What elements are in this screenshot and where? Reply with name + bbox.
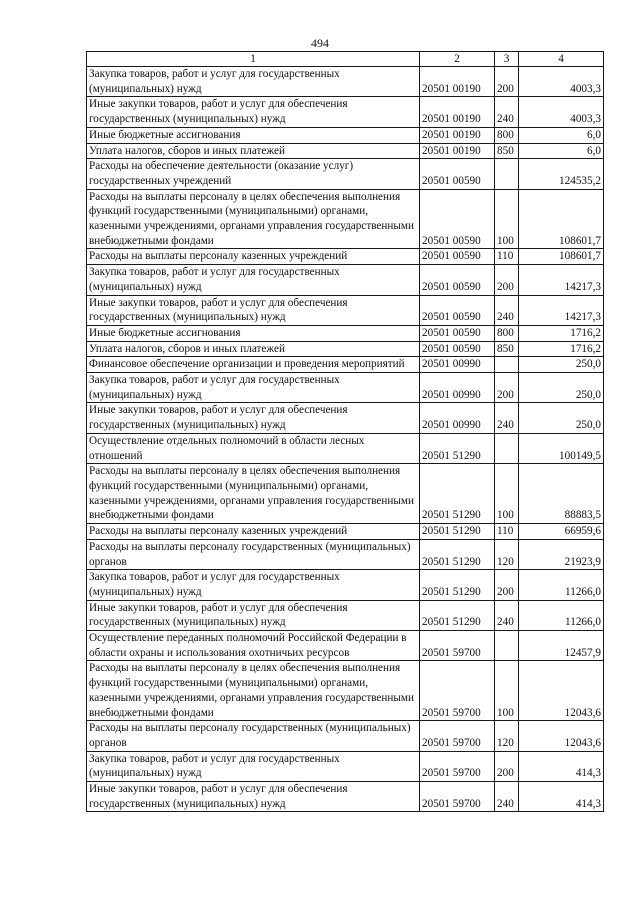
row-expense-type-cell: 120 xyxy=(495,539,519,569)
column-header-expense-type: 3 xyxy=(495,52,519,67)
row-amount-cell: 4003,3 xyxy=(519,97,604,127)
row-name-cell: Расходы на выплаты персоналу в целях обеспечения выполнения функций государственными (муниципальными) органами, казенными учреждениями, органами управления государственными внебюджетными фондами xyxy=(87,661,420,721)
row-name-cell: Иные бюджетные ассигнования xyxy=(87,325,420,341)
row-amount-cell: 66959,6 xyxy=(519,524,604,540)
table-row xyxy=(87,249,604,265)
row-amount-cell: 21923,9 xyxy=(519,539,604,569)
row-amount-cell: 6,0 xyxy=(519,127,604,143)
row-amount-cell: 100149,5 xyxy=(519,433,604,463)
row-amount-cell: 1716,2 xyxy=(519,341,604,357)
row-name-cell: Закупка товаров, работ и услуг для государственных (муниципальных) нужд xyxy=(87,67,420,97)
row-expense-type-cell: 110 xyxy=(495,524,519,540)
row-amount-cell: 124535,2 xyxy=(519,159,604,189)
row-expense-type-cell: 240 xyxy=(495,295,519,325)
column-header-amount: 4 xyxy=(519,52,604,67)
row-amount-cell: 108601,7 xyxy=(519,249,604,265)
row-code-cell: 20501 51290 xyxy=(420,600,495,630)
row-code-cell: 20501 00990 xyxy=(420,373,495,403)
row-code-cell: 20501 00190 xyxy=(420,67,495,97)
row-expense-type-cell: 100 xyxy=(495,464,519,524)
table-header-row xyxy=(87,52,604,67)
row-code-cell: 20501 51290 xyxy=(420,524,495,540)
row-amount-cell: 14217,3 xyxy=(519,265,604,295)
row-expense-type-cell: 800 xyxy=(495,325,519,341)
table-row xyxy=(87,97,604,127)
row-code-cell: 20501 00590 xyxy=(420,295,495,325)
row-expense-type-cell xyxy=(495,357,519,373)
table-row xyxy=(87,661,604,721)
row-name-cell: Закупка товаров, работ и услуг для государственных (муниципальных) нужд xyxy=(87,751,420,781)
row-expense-type-cell: 850 xyxy=(495,143,519,159)
row-code-cell: 20501 59700 xyxy=(420,631,495,661)
row-amount-cell: 6,0 xyxy=(519,143,604,159)
row-code-cell: 20501 59700 xyxy=(420,721,495,751)
table-row xyxy=(87,295,604,325)
table-row xyxy=(87,341,604,357)
page-number: 494 xyxy=(311,36,329,50)
row-code-cell: 20501 59700 xyxy=(420,751,495,781)
row-expense-type-cell: 240 xyxy=(495,97,519,127)
row-amount-cell: 12457,9 xyxy=(519,631,604,661)
table-row xyxy=(87,159,604,189)
row-name-cell: Расходы на обеспечение деятельности (оказание услуг) государственных учреждений xyxy=(87,159,420,189)
row-name-cell: Осуществление переданных полномочий Российской Федерации в области охраны и использования охотничьих ресурсов xyxy=(87,631,420,661)
row-amount-cell: 1716,2 xyxy=(519,325,604,341)
table-row xyxy=(87,265,604,295)
row-code-cell: 20501 59700 xyxy=(420,661,495,721)
row-name-cell: Уплата налогов, сборов и иных платежей xyxy=(87,143,420,159)
row-name-cell: Иные закупки товаров, работ и услуг для обеспечения государственных (муниципальных) нужд xyxy=(87,295,420,325)
row-expense-type-cell: 200 xyxy=(495,373,519,403)
row-amount-cell: 88883,5 xyxy=(519,464,604,524)
row-expense-type-cell: 240 xyxy=(495,782,519,812)
row-expense-type-cell: 200 xyxy=(495,751,519,781)
row-name-cell: Расходы на выплаты персоналу казенных учреждений xyxy=(87,524,420,540)
row-code-cell: 20501 00990 xyxy=(420,357,495,373)
row-code-cell: 20501 00190 xyxy=(420,127,495,143)
row-code-cell: 20501 00590 xyxy=(420,265,495,295)
row-expense-type-cell: 100 xyxy=(495,661,519,721)
row-name-cell: Иные закупки товаров, работ и услуг для обеспечения государственных (муниципальных) нужд xyxy=(87,403,420,433)
row-code-cell: 20501 00190 xyxy=(420,143,495,159)
budget-table xyxy=(86,51,604,812)
row-amount-cell: 250,0 xyxy=(519,373,604,403)
row-amount-cell: 12043,6 xyxy=(519,661,604,721)
table-row xyxy=(87,751,604,781)
table-row xyxy=(87,631,604,661)
column-header-name: 1 xyxy=(87,52,420,67)
row-expense-type-cell: 850 xyxy=(495,341,519,357)
row-code-cell: 20501 51290 xyxy=(420,539,495,569)
row-code-cell: 20501 00990 xyxy=(420,403,495,433)
row-name-cell: Финансовое обеспечение организации и проведения мероприятий xyxy=(87,357,420,373)
row-expense-type-cell: 200 xyxy=(495,570,519,600)
table-body xyxy=(87,67,604,812)
row-name-cell: Иные закупки товаров, работ и услуг для обеспечения государственных (муниципальных) нужд xyxy=(87,97,420,127)
row-amount-cell: 414,3 xyxy=(519,782,604,812)
table-row xyxy=(87,433,604,463)
table-row xyxy=(87,127,604,143)
row-expense-type-cell: 240 xyxy=(495,600,519,630)
table-row xyxy=(87,721,604,751)
row-amount-cell: 250,0 xyxy=(519,403,604,433)
row-name-cell: Закупка товаров, работ и услуг для государственных (муниципальных) нужд xyxy=(87,265,420,295)
row-expense-type-cell: 240 xyxy=(495,403,519,433)
row-name-cell: Закупка товаров, работ и услуг для государственных (муниципальных) нужд xyxy=(87,373,420,403)
row-name-cell: Закупка товаров, работ и услуг для государственных (муниципальных) нужд xyxy=(87,570,420,600)
table-row xyxy=(87,403,604,433)
row-amount-cell: 14217,3 xyxy=(519,295,604,325)
row-amount-cell: 4003,3 xyxy=(519,67,604,97)
table-row xyxy=(87,524,604,540)
row-code-cell: 20501 51290 xyxy=(420,570,495,600)
table-row xyxy=(87,67,604,97)
row-name-cell: Уплата налогов, сборов и иных платежей xyxy=(87,341,420,357)
row-code-cell: 20501 00590 xyxy=(420,249,495,265)
row-amount-cell: 11266,0 xyxy=(519,570,604,600)
row-amount-cell: 250,0 xyxy=(519,357,604,373)
table-row xyxy=(87,600,604,630)
row-name-cell: Расходы на выплаты персоналу государственных (муниципальных) органов xyxy=(87,539,420,569)
row-amount-cell: 414,3 xyxy=(519,751,604,781)
row-amount-cell: 12043,6 xyxy=(519,721,604,751)
row-code-cell: 20501 59700 xyxy=(420,782,495,812)
table-row xyxy=(87,373,604,403)
row-code-cell: 20501 00590 xyxy=(420,159,495,189)
row-name-cell: Иные закупки товаров, работ и услуг для обеспечения государственных (муниципальных) нужд xyxy=(87,782,420,812)
row-name-cell: Иные закупки товаров, работ и услуг для обеспечения государственных (муниципальных) нужд xyxy=(87,600,420,630)
row-expense-type-cell: 200 xyxy=(495,265,519,295)
row-name-cell: Расходы на выплаты персоналу казенных учреждений xyxy=(87,249,420,265)
row-code-cell: 20501 51290 xyxy=(420,433,495,463)
table-row xyxy=(87,464,604,524)
row-expense-type-cell xyxy=(495,631,519,661)
row-code-cell: 20501 00590 xyxy=(420,189,495,249)
row-expense-type-cell: 110 xyxy=(495,249,519,265)
row-name-cell: Расходы на выплаты персоналу в целях обеспечения выполнения функций государственными (муниципальными) органами, казенными учреждениями, органами управления государственными внебюджетными фондами xyxy=(87,464,420,524)
row-code-cell: 20501 00590 xyxy=(420,325,495,341)
column-header-code: 2 xyxy=(420,52,495,67)
row-code-cell: 20501 00190 xyxy=(420,97,495,127)
table-row xyxy=(87,782,604,812)
table-row xyxy=(87,357,604,373)
row-name-cell: Осуществление отдельных полномочий в области лесных отношений xyxy=(87,433,420,463)
table-row xyxy=(87,143,604,159)
row-amount-cell: 11266,0 xyxy=(519,600,604,630)
row-code-cell: 20501 00590 xyxy=(420,341,495,357)
row-expense-type-cell: 800 xyxy=(495,127,519,143)
table-row xyxy=(87,325,604,341)
row-amount-cell: 108601,7 xyxy=(519,189,604,249)
row-name-cell: Расходы на выплаты персоналу в целях обеспечения выполнения функций государственными (муниципальными) органами, казенными учреждениями, органами управления государственными внебюджетными фондами xyxy=(87,189,420,249)
row-expense-type-cell: 200 xyxy=(495,67,519,97)
table-row xyxy=(87,539,604,569)
row-expense-type-cell xyxy=(495,433,519,463)
row-name-cell: Иные бюджетные ассигнования xyxy=(87,127,420,143)
table-row xyxy=(87,189,604,249)
row-expense-type-cell: 120 xyxy=(495,721,519,751)
row-expense-type-cell xyxy=(495,159,519,189)
row-code-cell: 20501 51290 xyxy=(420,464,495,524)
row-expense-type-cell: 100 xyxy=(495,189,519,249)
table-row xyxy=(87,570,604,600)
row-name-cell: Расходы на выплаты персоналу государственных (муниципальных) органов xyxy=(87,721,420,751)
